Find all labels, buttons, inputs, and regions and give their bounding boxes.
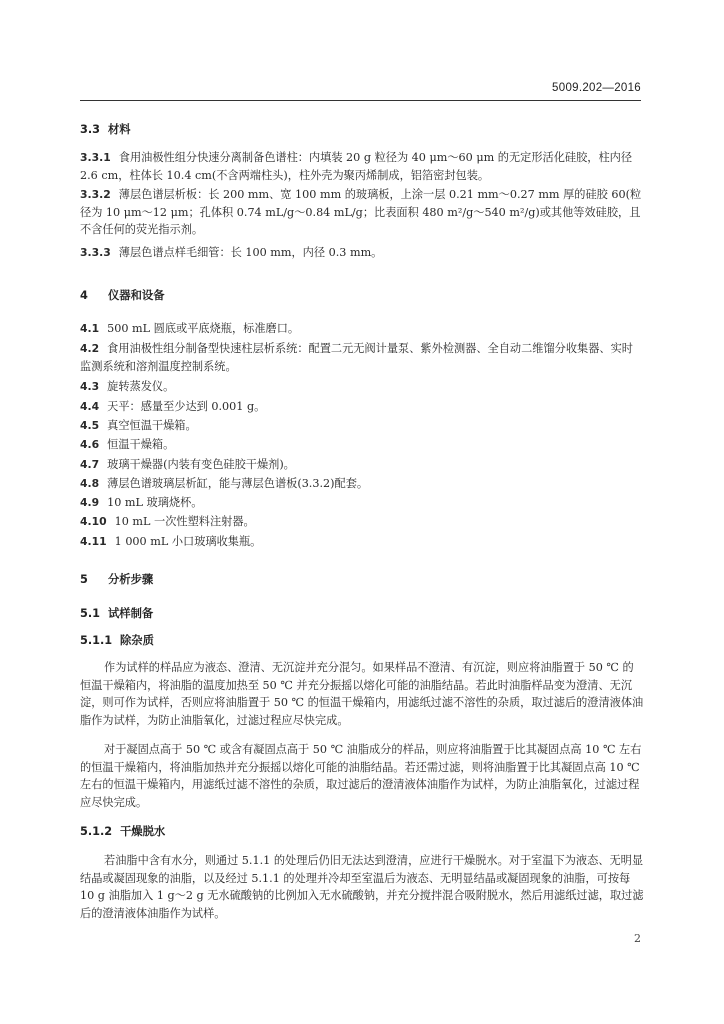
heading-number: 5.1.1 [80, 634, 113, 647]
item-text: 玻璃干燥器(内装有变色硅胶干燥剂)。 [107, 458, 295, 471]
item-number: 4.5 [80, 419, 100, 432]
item-number: 3.3.2 [80, 188, 111, 201]
item-text: 10 mL 一次性塑料注射器。 [114, 515, 255, 528]
heading-text: 除杂质 [120, 634, 154, 647]
paragraph-2 [80, 741, 644, 811]
paragraph-text: 作为试样的样品应为液态、澄清、无沉淀并充分混匀。如果样品不澄清、有沉淀，则应将油脂置于 50 ℃ 的恒温干燥箱内，将油脂的温度加热至 50 ℃ 并充分振摇以熔化可能的油脂结晶。若此时油脂样品变为澄清、无沉淀，则可作为试样，否则应将油脂置于 50 ℃ 的恒温干燥箱内，用滤纸过滤不溶性的杂质，取过滤后的澄清液体油脂作为试样，为防止油脂氧化，过滤过程应尽快完成。 [80, 661, 644, 727]
section-4-heading [80, 287, 644, 305]
item-4-2 [80, 340, 644, 375]
item-number: 3.3.1 [80, 151, 111, 164]
item-number: 4.11 [80, 535, 107, 548]
standard-number: 5009.202—2016 [552, 82, 641, 94]
item-number: 4.10 [80, 515, 107, 528]
paragraph-text: 对于凝固点高于 50 ℃ 或含有凝固点高于 50 ℃ 油脂成分的样品，则应将油脂置于比其凝固点高 10 ℃ 左右的恒温干燥箱内，将油脂加热并充分振摇以熔化可能的油脂结晶。若还需过滤，则将油脂置于比其凝固点高 10 ℃ 左右的恒温干燥箱内，用滤纸过滤不溶性的杂质，取过滤后的澄清液体油脂作为试样，为防止油脂氧化，过滤过程应尽快完成。 [80, 743, 642, 809]
item-number: 3.3.3 [80, 246, 111, 259]
item-text: 食用油极性组分制备型快速柱层析系统：配置二元无阀计量泵、紫外检测器、全自动二维馏分收集器、实时监测系统和溶剂温度控制系统。 [80, 342, 633, 373]
item-text: 真空恒温干燥箱。 [107, 419, 197, 432]
item-4-7 [80, 456, 644, 474]
item-number: 4.9 [80, 496, 100, 509]
page-number: 2 [634, 932, 641, 945]
item-number: 4.4 [80, 400, 100, 413]
item-number: 4.2 [80, 342, 100, 355]
item-number: 4.8 [80, 477, 100, 490]
section-5-1-1-heading [80, 632, 644, 650]
item-text: 500 mL 圆底或平底烧瓶，标准磨口。 [107, 322, 300, 335]
heading-number: 5 [80, 573, 88, 586]
heading-text: 试样制备 [108, 607, 154, 620]
header-rule [80, 100, 641, 101]
item-text: 1 000 mL 小口玻璃收集瓶。 [114, 535, 262, 548]
heading-text: 材料 [108, 123, 131, 136]
item-4-9 [80, 494, 644, 512]
item-text: 食用油极性组分快速分离制备色谱柱：内填装 20 g 粒径为 40 μm～60 μm 的无定形活化硅胶，柱内径 2.6 cm，柱体长 10.4 cm(不含两端柱头)，柱外壳为聚丙烯制成，铝箔密封包装。 [80, 151, 633, 182]
item-text: 旋转蒸发仪。 [107, 380, 175, 393]
item-4-3 [80, 378, 644, 396]
section-5-1-2-heading [80, 823, 644, 841]
item-number: 4.6 [80, 438, 100, 451]
item-4-5 [80, 417, 644, 435]
heading-text: 仪器和设备 [108, 289, 165, 302]
paragraph-text: 若油脂中含有水分，则通过 5.1.1 的处理后仍旧无法达到澄清，应进行干燥脱水。对于室温下为液态、无明显结晶或凝固现象的油脂，以及经过 5.1.1 的处理并冷却至室温后为液态、无明显结晶或凝固现象的油脂，可按每 10 g 油脂加入 1 g～2 g 无水硫酸钠的比例加入无水硫酸钠，并充分搅拌混合吸附脱水，然后用滤纸过滤，取过滤后的澄清液体油脂作为试样。 [80, 854, 644, 920]
item-4-8 [80, 475, 644, 493]
heading-number: 3.3 [80, 123, 101, 136]
section-5-heading [80, 571, 644, 589]
item-4-1 [80, 320, 644, 338]
item-4-11 [80, 533, 644, 551]
section-5-1-heading [80, 605, 644, 623]
item-text: 天平：感量至少达到 0.001 g。 [107, 400, 266, 413]
heading-number: 4 [80, 289, 88, 302]
item-number: 4.1 [80, 322, 100, 335]
heading-number: 5.1.2 [80, 825, 113, 838]
heading-text: 干燥脱水 [120, 825, 166, 838]
heading-number: 5.1 [80, 607, 101, 620]
item-text: 薄层色谱玻璃层析缸，能与薄层色谱板(3.3.2)配套。 [107, 477, 369, 490]
item-text: 薄层色谱点样毛细管：长 100 mm，内径 0.3 mm。 [118, 246, 383, 259]
paragraph-1 [80, 659, 644, 729]
item-3-3-3 [80, 244, 644, 262]
item-text: 恒温干燥箱。 [107, 438, 175, 451]
item-text: 薄层色谱层析板：长 200 mm、宽 100 mm 的玻璃板，上涂一层 0.21 mm～0.27 mm 厚的硅胶 60(粒径为 10 μm～12 μm；孔体积 0.74 mL/g～0.84 mL/g；比表面积 480 m²/g～540 m²/g)或其他等效硅胶，且不含任何的荧光指示剂。 [80, 188, 642, 237]
item-text: 10 mL 玻璃烧杯。 [107, 496, 203, 509]
section-3-3-heading [80, 121, 644, 139]
item-4-10 [80, 513, 644, 531]
item-number: 4.7 [80, 458, 100, 471]
item-4-4 [80, 398, 644, 416]
item-4-6 [80, 436, 644, 454]
item-3-3-2 [80, 186, 644, 239]
heading-text: 分析步骤 [108, 573, 154, 586]
item-number: 4.3 [80, 380, 100, 393]
paragraph-3 [80, 852, 644, 922]
item-3-3-1 [80, 149, 644, 184]
